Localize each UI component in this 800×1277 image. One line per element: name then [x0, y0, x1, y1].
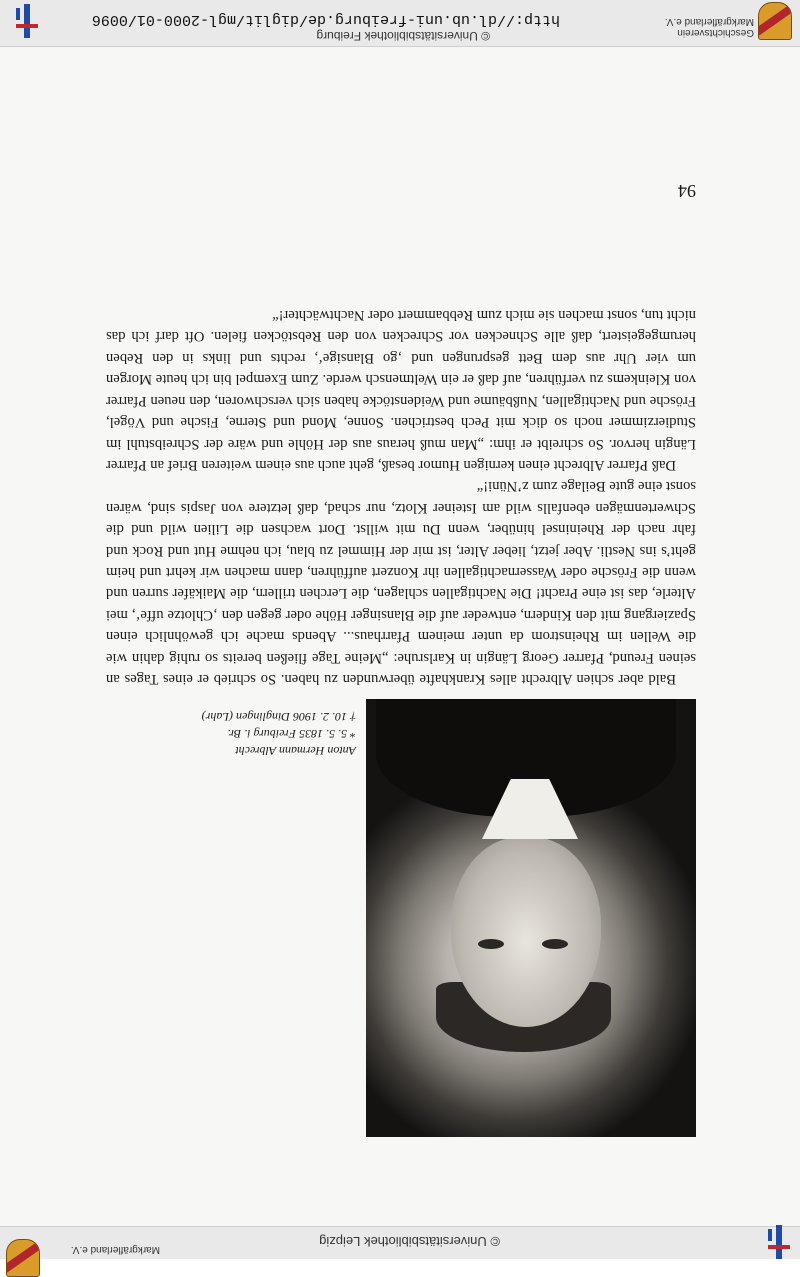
society-crest-icon: [758, 2, 792, 40]
library-logo-icon: [764, 1225, 790, 1259]
document-url-link[interactable]: http://dl.ub.uni-freiburg.de/diglit/mgl-2000-01/0096: [91, 11, 560, 28]
photo-caption: [56, 708, 356, 759]
portrait-photo: [366, 699, 696, 1137]
society-crest-icon: [6, 1239, 40, 1277]
copyright-notice: © Universitätsbibliothek Freiburg: [316, 29, 490, 43]
caption-died: † 10. 2. 1906 Dinglingen (Lahr): [201, 710, 356, 724]
viewer-footer: [0, 0, 800, 47]
paragraph: Daß Pfarrer Albrecht einen kernigen Humor besaß, geht auch aus einem weiteren Brief an Pfarrer Längin hervor. So schreibt er ihm: „Man muß heraus aus der Höhle und wäre der Schreibstuhl im Studierzimmer noch so dick mit Pech bestrichen. Sonne, Mond und Sterne, Fische und Vögel, Frösche und Nachtigallen, Nußbäume und Weidenstöcke haben sich verschworen, den neuen Pfarrer von Kleinkems zu verführen, auf daß er ein Weltmensch werde. Zum Exempel bin ich heute Morgen um vier Uhr aus dem Bett gesprungen und ‚go Blansige‘, rechts und links in den Reben herumgegeistert, daß alle Schnecken vor Schrecken von den Rebstöcken fielen. Oft darf ich das nicht tun, sonst machen sie mich zum Rebbammert oder Nachtwächter!“: [106, 307, 696, 473]
society-name: Geschichtsverein Markgräflerland e.V.: [664, 16, 754, 38]
society-name-bottom: Markgräflerland e.V.: [70, 1244, 160, 1255]
caption-born: * 5. 5. 1835 Freiburg i. Br.: [227, 727, 356, 741]
library-logo-icon: [12, 4, 38, 38]
caption-name: Anton Hermann Albrecht: [235, 744, 356, 758]
viewer-header: [0, 1226, 800, 1259]
article-body: [106, 304, 696, 689]
paragraph: Bald aber schien Albrecht alles Krankhafte überwunden zu haben. So schrieb er eines Tages an seinen Freund, Pfarrer Georg Längin in Karlsruhe: „Meine Tage fließen bereits so ruhig dahin wie die Wellen im Rheinstrom da unter meinem Pfarrhaus... Abends mache ich gewöhnlich einen Spaziergang mit den Kindern, entweder auf die Blansinger Höhe oder gegen den ‚Chlotze uffe‘, mei Alterle, das ist eine Pracht! Die Nachtigallen schlagen, die Lerchen trillern, die Maikäfer surren und wenn die Frösche oder Wassernachtigallen ihr Konzert aufführen, dann machen wir kehrt und heim geht’s ins Nestli. Aber jetzt, lieber Alter, ist mir der Himmel zu blau, ich nehme Hut und Rock und fahr nach der Rheininsel hinüber, wenn Du mit willst. Dort wachsen die Lilien wild und die Schwertenmägen ebenfalls wild am Isteiner Klotz, nur schad, daß letztere von Jaspis sind, wären sonst eine gute Beilage zum z’Nüni!“: [106, 478, 696, 687]
copyright-notice-bottom: © Universitätsbibliothek Leipzig: [319, 1234, 500, 1249]
page-number: 94: [678, 181, 696, 201]
